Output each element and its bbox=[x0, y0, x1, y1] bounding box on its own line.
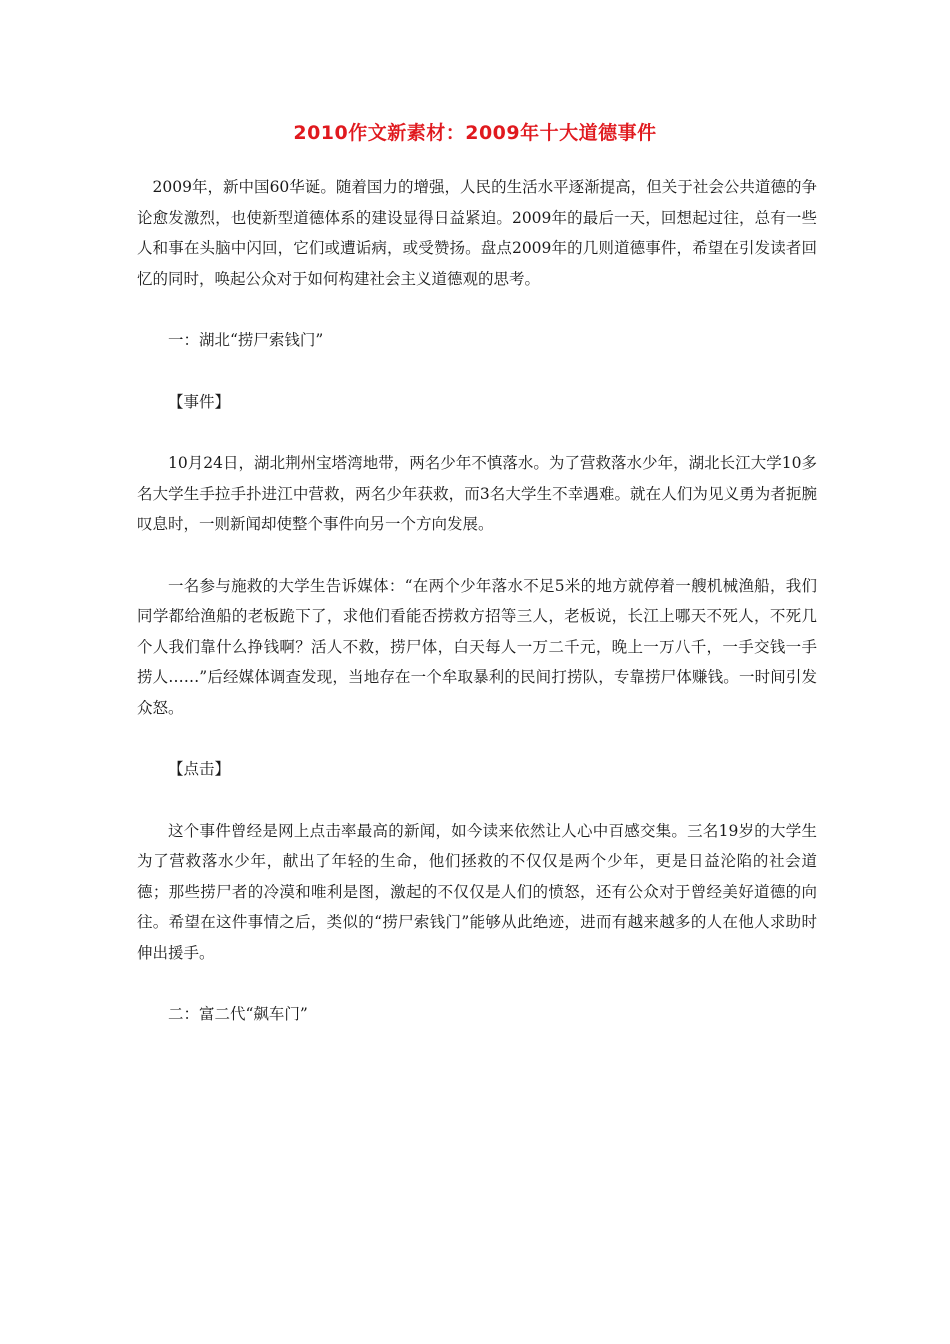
event-paragraph-1: 10月24日，湖北荆州宝塔湾地带，两名少年不慎落水。为了营救落水少年，湖北长江大学10多名大学生手拉手扑进江中营救，两名少年获救，而3名大学生不幸遇难。就在人们为见义勇为者扼腕叹息时，一则新闻却使整个事件向另一个方向发展。 bbox=[137, 454, 817, 533]
document-title: 2010作文新素材：2009年十大道德事件 bbox=[293, 122, 657, 144]
event-paragraph-2: 一名参与施救的大学生告诉媒体：“在两个少年落水不足5米的地方就停着一艘机械渔船，我们同学都给渔船的老板跪下了，求他们看能否捞救方招等三人，老板说，长江上哪天不死人，不死几个人我们靠什么挣钱啊？活人不救，捞尸体，白天每人一万二千元，晚上一万八千，一手交钱一手捞人……”后经媒体调查发现，当地存在一个牟取暴利的民间打捞队，专靠捞尸体赚钱。一时间引发众怒。 bbox=[137, 576, 817, 717]
comment-paragraph: 这个事件曾经是网上点击率最高的新闻，如今读来依然让人心中百感交集。三名19岁的大学生为了营救落水少年，献出了年轻的生命，他们拯救的不仅仅是两个少年，更是日益沦陷的社会道德；那些捞尸者的冷漠和唯利是图，激起的不仅仅是人们的愤怒，还有公众对于曾经美好道德的向往。希望在这件事情之后，类似的“捞尸索钱门”能够从此绝迹，进而有越来越多的人在他人求助时伸出援手。 bbox=[137, 821, 817, 962]
document-body bbox=[137, 172, 817, 1030]
intro-paragraph: 2009年，新中国60华诞。随着国力的增强，人民的生活水平逐渐提高，但关于社会公共道德的争论愈发激烈，也使新型道德体系的建设显得日益紧迫。2009年的最后一天，回想起过往，总有一些人和事在头脑中闪回，它们或遭诟病，或受赞扬。盘点2009年的几则道德事件，希望在引发读者回忆的同时，唤起公众对于如何构建社会主义道德观的思考。 bbox=[137, 178, 817, 288]
section-heading-1: 一：湖北“捞尸索钱门” bbox=[168, 331, 324, 349]
section-heading-2: 二：富二代“飙车门” bbox=[168, 1005, 308, 1023]
comment-label: 【点击】 bbox=[168, 760, 231, 778]
event-label: 【事件】 bbox=[168, 392, 231, 411]
